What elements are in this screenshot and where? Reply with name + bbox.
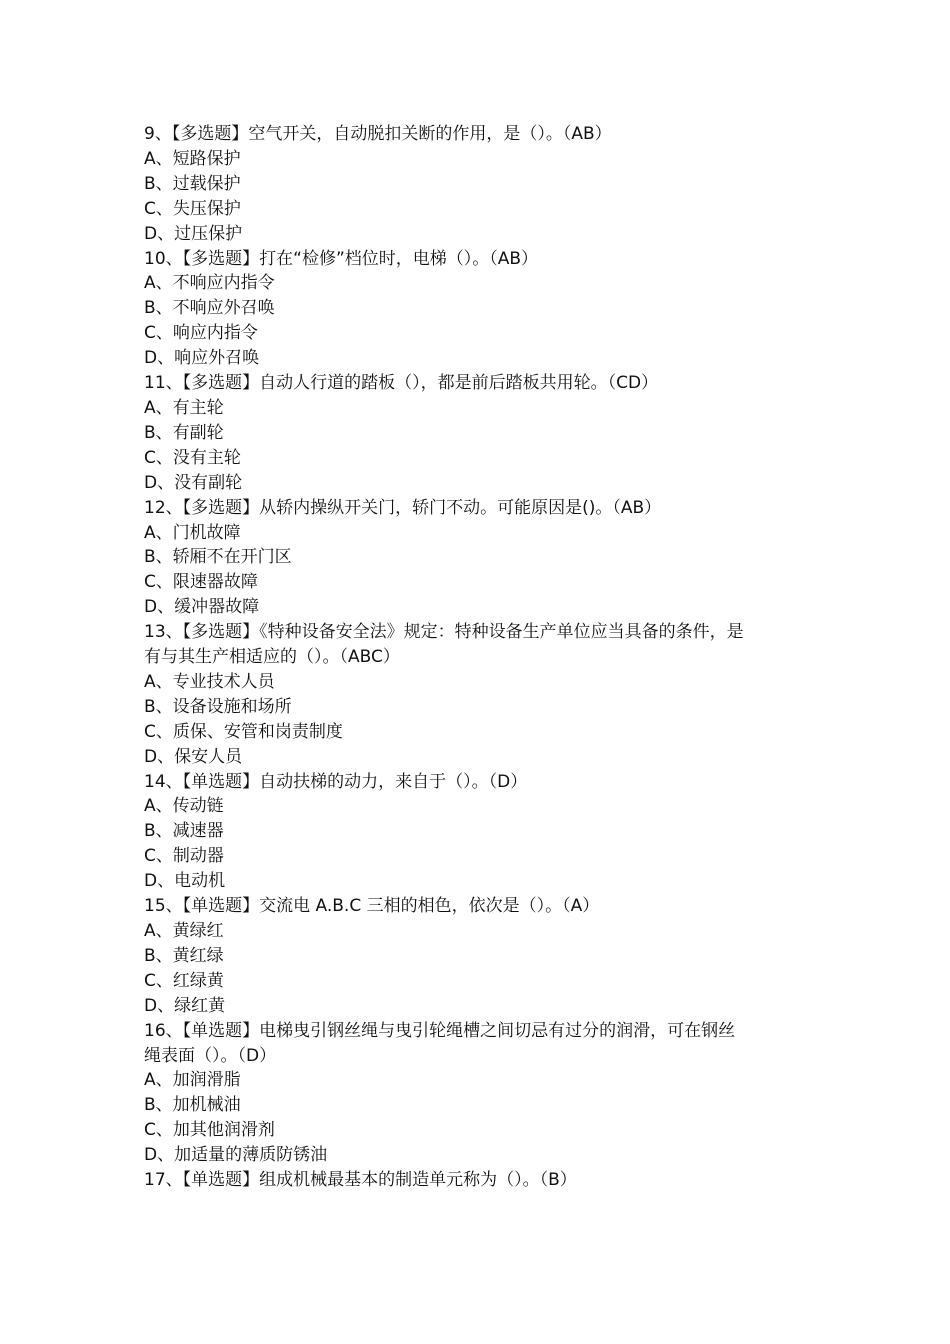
option-a: A、不响应内指令 <box>144 273 275 294</box>
option-d: D、响应外召唤 <box>144 348 260 369</box>
question-text-continued: 有与其生产相适应的（）。（ABC） <box>144 647 400 668</box>
option-d: D、没有副轮 <box>144 472 243 493</box>
option-a: A、有主轮 <box>144 397 224 418</box>
question-text: 17、【单选题】组成机械最基本的制造单元称为（）。（B） <box>144 1170 577 1191</box>
option-b: B、加机械油 <box>144 1095 241 1116</box>
option-d: D、保安人员 <box>144 746 243 767</box>
question-text: 12、【多选题】从轿内操纵开关门，轿门不动。可能原因是()。（AB） <box>144 497 662 518</box>
question-text: 9、【多选题】空气开关，自动脱扣关断的作用，是（）。（AB） <box>144 124 612 144</box>
option-b: B、不响应外召唤 <box>144 298 275 319</box>
question-text: 14、【单选题】自动扶梯的动力，来自于（）。（D） <box>144 771 528 792</box>
question-text: 16、【单选题】电梯曳引钢丝绳与曳引轮绳槽之间切忌有过分的润滑，可在钢丝 <box>144 1020 736 1041</box>
question-text-continued: 绳表面（）。（D） <box>144 1045 277 1066</box>
question-text: 10、【多选题】打在“检修”档位时，电梯（）。（AB） <box>144 248 539 269</box>
option-a: A、传动链 <box>144 796 224 817</box>
question-text: 15、【单选题】交流电 A.B.C 三相的相色，依次是（）。（A） <box>144 896 600 917</box>
option-a: A、门机故障 <box>144 522 241 543</box>
option-d: D、电动机 <box>144 871 226 892</box>
question-list <box>144 122 824 1193</box>
option-c: C、红绿黄 <box>144 970 224 991</box>
option-b: B、设备设施和场所 <box>144 696 292 717</box>
option-a: A、短路保护 <box>144 148 241 169</box>
option-c: C、加其他润滑剂 <box>144 1120 275 1141</box>
option-a: A、专业技术人员 <box>144 671 275 692</box>
option-c: C、失压保护 <box>144 198 241 219</box>
option-a: A、黄绿红 <box>144 921 224 941</box>
option-b: B、减速器 <box>144 821 224 842</box>
option-c: C、响应内指令 <box>144 323 258 344</box>
option-d: D、过压保护 <box>144 223 243 244</box>
option-c: C、制动器 <box>144 846 224 867</box>
option-b: B、有副轮 <box>144 422 224 443</box>
option-a: A、加润滑脂 <box>144 1070 241 1091</box>
question-text: 13、【多选题】《特种设备安全法》规定：特种设备生产单位应当具备的条件，是 <box>144 622 744 643</box>
option-d: D、缓冲器故障 <box>144 597 260 618</box>
option-d: D、加适量的薄质防锈油 <box>144 1145 328 1166</box>
option-c: C、质保、安管和岗责制度 <box>144 721 343 742</box>
option-d: D、绿红黄 <box>144 995 226 1016</box>
option-b: B、过载保护 <box>144 173 241 194</box>
option-c: C、限速器故障 <box>144 572 258 593</box>
option-b: B、轿厢不在开门区 <box>144 547 292 568</box>
question-text: 11、【多选题】自动人行道的踏板（），都是前后踏板共用轮。（CD） <box>144 373 659 394</box>
option-b: B、黄红绿 <box>144 945 224 966</box>
option-c: C、没有主轮 <box>144 447 241 468</box>
